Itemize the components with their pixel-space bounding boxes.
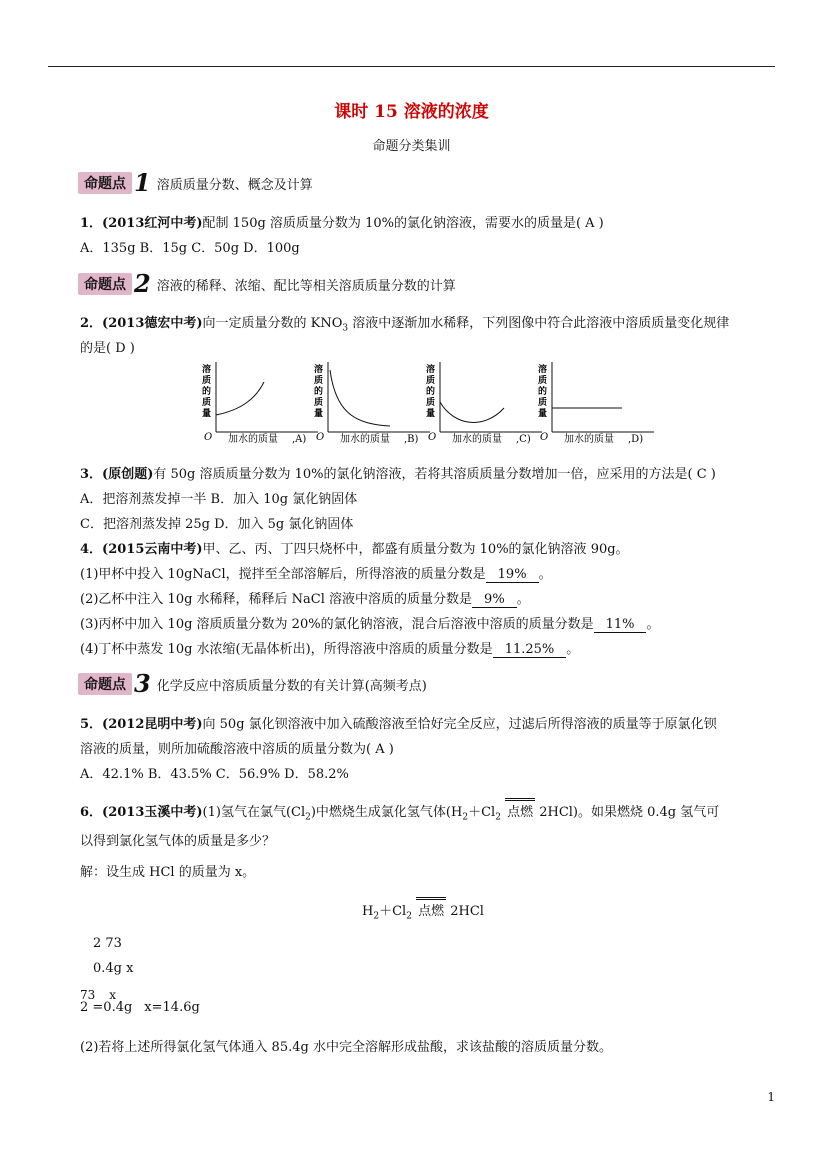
- question-2: 2．(2013德宏中考)向一定质量分数的 $KNO_3$ 溶液中逐渐加水稀释，下列图像中符合此溶液中溶质质量变化规律: [80, 316, 730, 334]
- question-6-part-2: (2)若将上述所得氯化氢气体通入 85.4g 水中完全溶解形成盐酸，求该盐酸的溶质质量分数。: [80, 1040, 612, 1055]
- x-axis-label: 加水的质量: [340, 434, 390, 445]
- question-5-options: A．42.1% B．43.5% C．56.9% D．58.2%: [80, 767, 349, 782]
- question-1-options: A．135g B．15g C．50g D．100g: [80, 241, 300, 256]
- y-axis-label-char: 量: [314, 409, 324, 419]
- y-axis-label-char: 的: [202, 387, 212, 397]
- origin-label: O: [428, 432, 437, 443]
- question-4-part-2: (2)乙杯中注入 10g 水稀释，稀释后 NaCl 溶液中溶质的质量分数是 9% 。: [80, 592, 530, 607]
- y-axis-label-char: 的: [538, 387, 548, 397]
- graph-label: ,A): [292, 434, 307, 445]
- section-topic: 溶质质量分数、概念及计算: [156, 177, 313, 193]
- graph-d: [536, 360, 660, 450]
- solution-intro: 解：设生成 HCl 的质量为 x。: [80, 865, 256, 880]
- question-3-options-1: A．把溶剂蒸发掉一半 B．加入 10g 氯化钠固体: [80, 492, 358, 507]
- section-topic: 溶液的稀释、浓缩、配比等相关溶质质量分数的计算: [156, 278, 456, 294]
- answer-blank: 11.25%: [493, 642, 567, 658]
- origin-label: O: [204, 432, 213, 443]
- question-1: 1．(2013红河中考)配制 150g 溶质质量分数为 10%的氯化钠溶液，需要水的质量是( A ): [80, 216, 604, 231]
- answer-blank: 9%: [472, 592, 517, 608]
- y-axis-label-char: 溶: [426, 365, 436, 375]
- answer-blank: 11%: [594, 617, 647, 633]
- question-4-part-4: (4)丁杯中蒸发 10g 水浓缩(无晶体析出)，所得溶液中溶质的质量分数是 11.25% 。: [80, 642, 580, 657]
- badge-label: 命题点: [78, 273, 132, 295]
- origin-label: O: [316, 432, 325, 443]
- answer-blank: 19%: [486, 567, 539, 583]
- y-axis-label-char: 质: [426, 398, 436, 408]
- y-axis-label-char: 质: [314, 376, 324, 386]
- graph-b: [312, 360, 432, 450]
- badge-number: 2: [134, 269, 151, 298]
- badge-number: 3: [134, 669, 151, 698]
- question-5-line2: 溶液的质量，则所加硫酸溶液中溶质的质量分数为( A ): [80, 742, 394, 757]
- page-title: 课时 15 溶液的浓度: [334, 102, 489, 122]
- page-number: 1: [767, 1090, 775, 1104]
- page-subtitle: 命题分类集训: [372, 139, 451, 154]
- question-3-options-2: C．把溶剂蒸发掉 25g D．加入 5g 氯化钠固体: [80, 517, 354, 532]
- header-rule: [48, 66, 775, 67]
- y-axis-label-char: 质: [202, 376, 212, 386]
- y-axis-label: [538, 363, 547, 419]
- question-6-line2: 以得到氯化氢气体的质量是多少？: [80, 834, 276, 849]
- graph-label: ,D): [628, 434, 644, 445]
- question-2-line2: 的是( D ): [80, 341, 135, 356]
- section-badge-2: [78, 269, 456, 298]
- section-badge-1: [78, 168, 313, 197]
- fraction-solution: 2 =0.4g x=14.6g: [80, 1000, 200, 1015]
- x-axis-label: 加水的质量: [564, 434, 614, 445]
- y-axis-label-char: 溶: [314, 365, 324, 375]
- y-axis-label-char: 量: [426, 409, 436, 419]
- x-axis-label: 加水的质量: [452, 434, 502, 445]
- chemical-equation: $H_2+Cl_2$ 点燃 2HCl: [362, 900, 484, 922]
- y-axis-label-char: 量: [538, 409, 548, 419]
- section-topic: 化学反应中溶质质量分数的有关计算(高频考点): [156, 678, 427, 694]
- ratio-line-1: 2 73: [93, 936, 122, 951]
- y-axis-label-char: 质: [202, 398, 212, 408]
- question-4: 4．(2015云南中考)甲、乙、丙、丁四只烧杯中，都盛有质量分数为 10%的氯化钠溶液 90g。: [80, 542, 629, 557]
- y-axis-label: [426, 363, 435, 419]
- y-axis-label-char: 的: [426, 387, 436, 397]
- y-axis-label-char: 质: [538, 398, 548, 408]
- question-6: 6．(2013玉溪中考)(1)氢气在氯气$(Cl_2)$中燃烧生成氯化氢气体($H_2+Cl_2$ 点燃 2HCl)。如果燃烧 0.4g 氢气可: [80, 801, 719, 823]
- graph-c: [424, 360, 544, 450]
- question-4-part-3: (3)丙杯中加入 10g 溶质质量分数为 20%的氯化钠溶液，混合后溶液中溶质的质量分数是 11% 。: [80, 617, 660, 632]
- origin-label: O: [540, 432, 549, 443]
- reaction-condition: 点燃: [416, 900, 446, 919]
- graph-label: ,C): [516, 434, 531, 445]
- question-3: 3．(原创题)有 50g 溶质质量分数为 10%的氯化钠溶液，若将其溶质质量分数增加一倍，应采用的方法是( C ): [80, 467, 716, 482]
- y-axis-label-char: 的: [314, 387, 324, 397]
- y-axis-label-char: 质: [538, 376, 548, 386]
- question-5: 5．(2012昆明中考)向 50g 氯化钡溶液中加入硫酸溶液至恰好完全反应，过滤后所得溶液的质量等于原氯化钡: [80, 717, 717, 732]
- y-axis-label-char: 质: [426, 376, 436, 386]
- y-axis-label-char: 溶: [538, 365, 548, 375]
- y-axis-label-char: 质: [314, 398, 324, 408]
- badge-label: 命题点: [78, 172, 132, 194]
- y-axis-label: [314, 363, 323, 419]
- graph-label: ,B): [404, 434, 419, 445]
- y-axis-label-char: 溶: [202, 365, 212, 375]
- y-axis-label-char: 量: [202, 409, 212, 419]
- ratio-line-2: 0.4g x: [93, 961, 134, 976]
- reaction-condition: 点燃: [505, 801, 535, 820]
- graph-a: [200, 360, 320, 450]
- x-axis-label: 加水的质量: [228, 434, 278, 445]
- y-axis-label: [202, 363, 211, 419]
- badge-number: 1: [134, 168, 151, 197]
- question-4-part-1: (1)甲杯中投入 10gNaCl，搅拌至全部溶解后，所得溶液的质量分数是 19% 。: [80, 567, 552, 582]
- badge-label: 命题点: [78, 673, 132, 695]
- fraction-numerators: 73 x: [80, 988, 117, 1002]
- section-badge-3: [78, 669, 427, 698]
